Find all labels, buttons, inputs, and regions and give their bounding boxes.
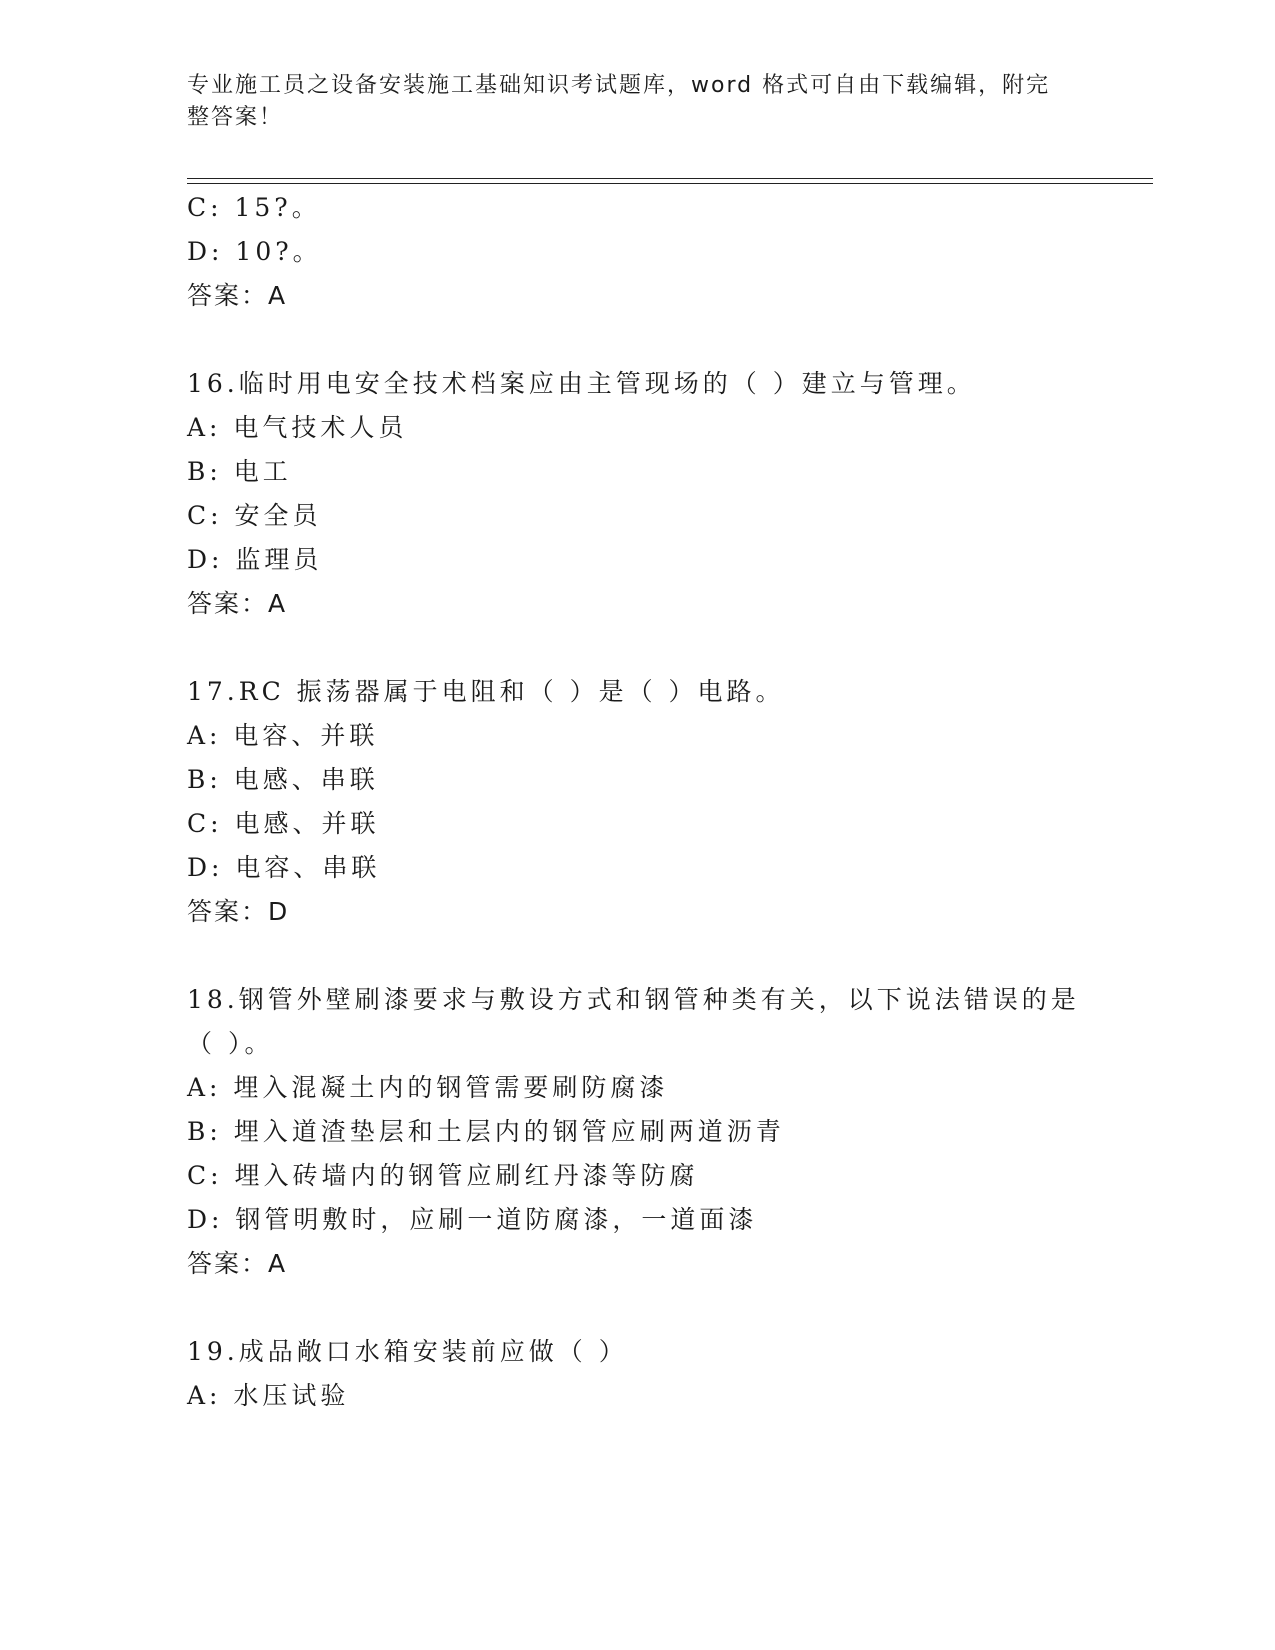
option-d: D: 10?。	[187, 237, 322, 266]
question-19-option-a: A: 水压试验	[187, 1381, 350, 1410]
header-divider-top	[187, 178, 1153, 179]
question-18-option-b: B: 埋入道渣垫层和土层内的钢管应刷两道沥青	[187, 1117, 785, 1146]
header-line-2: 整答案！	[187, 105, 284, 130]
header-line-1: 专业施工员之设备安装施工基础知识考试题库，word 格式可自由下载编辑，附完	[187, 73, 1051, 98]
question-17-option-b: B: 电感、串联	[187, 765, 379, 794]
answer-line: 答案：A	[187, 281, 288, 310]
question-17-stem: 17.RC 振荡器属于电阻和（ ）是（ ）电路。	[187, 677, 785, 706]
question-16-option-a: A: 电气技术人员	[187, 413, 408, 442]
question-18-stem-continued: （ ）。	[187, 1029, 274, 1058]
page-header	[187, 70, 1067, 134]
question-17-option-d: D: 电容、串联	[187, 853, 381, 882]
question-16-option-b: B: 电工	[187, 457, 292, 486]
question-17-answer: 答案：D	[187, 897, 290, 926]
question-16-stem: 16.临时用电安全技术档案应由主管现场的（ ）建立与管理。	[187, 369, 976, 398]
question-18-answer: 答案：A	[187, 1249, 288, 1278]
question-17-option-a: A: 电容、并联	[187, 721, 379, 750]
question-18-option-a: A: 埋入混凝土内的钢管需要刷防腐漆	[187, 1073, 669, 1102]
question-18-option-d: D: 钢管明敷时，应刷一道防腐漆，一道面漆	[187, 1205, 758, 1234]
question-16-option-c: C: 安全员	[187, 501, 322, 530]
question-19-stem: 19.成品敞口水箱安装前应做（ ）	[187, 1337, 628, 1366]
header-divider-bottom	[187, 183, 1153, 184]
question-18-option-c: C: 埋入砖墙内的钢管应刷红丹漆等防腐	[187, 1161, 699, 1190]
question-16-answer: 答案：A	[187, 589, 288, 618]
question-18-stem: 18.钢管外壁刷漆要求与敷设方式和钢管种类有关，以下说法错误的是	[187, 985, 1080, 1014]
question-16-option-d: D: 监理员	[187, 545, 323, 574]
option-c: C: 15?。	[187, 193, 321, 222]
question-17-option-c: C: 电感、并联	[187, 809, 380, 838]
